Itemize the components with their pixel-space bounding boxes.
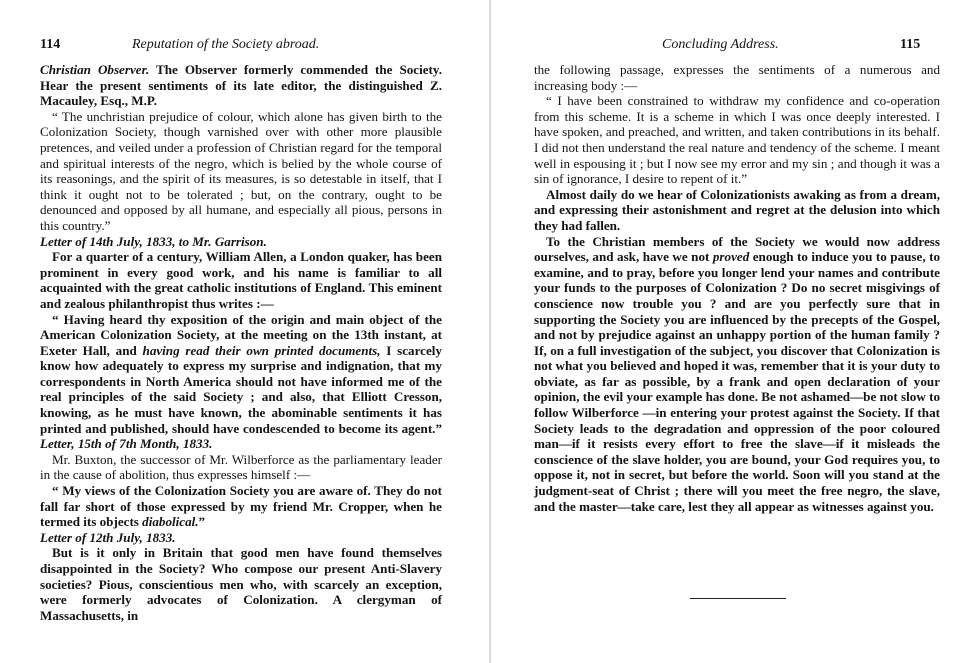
buxton-quote-part-1: “ My views of the Colonization Society you are aware of. They do not fall far short of those expressed by my friend Mr. Cropper, when he termed its objects [40,483,442,530]
continuation-paragraph: the following passage, expresses the sentiments of a numerous and increasing body :— [534,62,940,93]
observer-source: Christian Observer. [40,62,150,77]
buxton-quote-part-2: ” [198,514,206,530]
buxton-intro: Mr. Buxton, the successor of Mr. Wilberforce as the parliamentary leader in the cause of abolition, thus expresses himself :— [40,451,442,483]
left-body-text [40,62,442,623]
appeal-part-2: enough to induce you to pause, to examine, and to pray, before you longer lend your names and contribute your funds to the purposes of Colonization ? Do no secret misgivings of conscience now trouble you ? and are you perfectly sure that in supporting the Society you are influenced by the precepts of the Gospel, and not by prejudice against an unhappy portion of the human family ? If, on a full investigation of the subject, you discover that Colonization is not what you believed and hoped it was, remember that it is your duty to obviate, as far as possible, by a frank and open declaration of your opinion, the evil your example has done. Be not ashamed—be not slow to follow Wilberforce —in entering your protest against the Society. If that Society leads to the degradation and oppression of the poor coloured man—if it resists every effort to free the slave—if it misleads the conscience of the slave holder, you are bound, your God requires you, to oppose it, not in secret, but before the world. Soon will you stand at the judgment-seat of Christ ; there will you meet the free negro, the slave, and the master—take care, lest they all appear as witnesses against you. [534,249,940,514]
clergyman-quote: “ I have been constrained to withdraw my confidence and co-operation from this scheme. It is a scheme in which I was once deeply interested. I have spoken, and preached, and written, and taken contributions in its behalf. I did not then understand the real nature and tendency of the scheme. I meant well in espousing it ; but I now see my error and my sin ; and though it was a sin of ignorance, I desire to repent of it.” [534,93,940,187]
macauley-quote: “ The unchristian prejudice of colour, which alone has given birth to the Colonization Society, though varnished over with other more plausible pretences, and veiled under a profession of Christian regard for the temporal and spiritual interests of the negro, which is belied by the whole course of its reasonings, and the spirit of its measures, is so detestable in itself, that I think it ought not to be tolerated ; but, on the contrary, ought to be denounced and opposed by all humane, and especially all pious, persons in this country.” [40,108,442,233]
right-page-number: 115 [900,37,921,52]
closing-paragraph: But is it only in Britain that good men have found themselves disappointed in the Society? Who compose our present Anti-Slavery societies? Pious, conscientious men who, with scarcely an exception, were formerly advocates of Colonization. A clergyman of Massachusetts, in [40,545,442,623]
section-end-rule [690,598,786,599]
appeal-italic: proved [712,249,750,265]
allen-quote-part-2: I scarcely know how adequately to express my surprise and indignation, that my correspondents in North America should not have informed me of the real principles of the said Society ; and also, that Elliott Cresson, knowing, as he must have known, the abominable sentiments it has printed and published, should have condescended to become its agent.” [40,342,442,436]
right-page [490,0,980,663]
observer-text: The Observer formerly commended the Society. Hear the present sentiments of its late editor, the distinguished Z. Macauley, Esq., M.P. [40,62,443,109]
buxton-letter-citation: Letter of 12th July, 1833. [40,529,176,545]
allen-letter-citation: Letter, 15th of 7th Month, 1833. [40,436,213,452]
right-running-head: Concluding Address. [662,37,779,52]
appeal-paragraph [534,234,940,515]
right-body-text [534,62,940,514]
buxton-quote-italic: diabolical. [142,514,199,530]
observer-paragraph [40,62,442,109]
allen-quote [40,312,442,452]
appeal-part-1: To the Christian members of the Society we would now address ourselves, and ask, have we not [534,233,940,265]
left-running-head: Reputation of the Society abroad. [132,37,320,52]
left-page-number: 114 [40,37,61,52]
macauley-letter-citation: Letter of 14th July, 1833, to Mr. Garrison. [40,233,267,249]
buxton-quote [40,483,442,530]
awakening-paragraph: Almost daily do we hear of Colonizationists awaking as from a dream, and expressing their astonishment and regret at the delusion into which they had fallen. [534,186,940,233]
allen-quote-italic: having read their own printed documents, [142,342,381,358]
allen-intro: For a quarter of a century, William Allen, a London quaker, has been prominent in every good work, and his name is familiar to all acquainted with the great catholic institutions of England. This eminent and zealous philanthropist thus writes :— [40,249,442,311]
allen-quote-part-1: “ Having heard thy exposition of the origin and main object of the American Colonization Society, at the meeting on the 13th instant, at Exeter Hall, and [40,311,442,358]
